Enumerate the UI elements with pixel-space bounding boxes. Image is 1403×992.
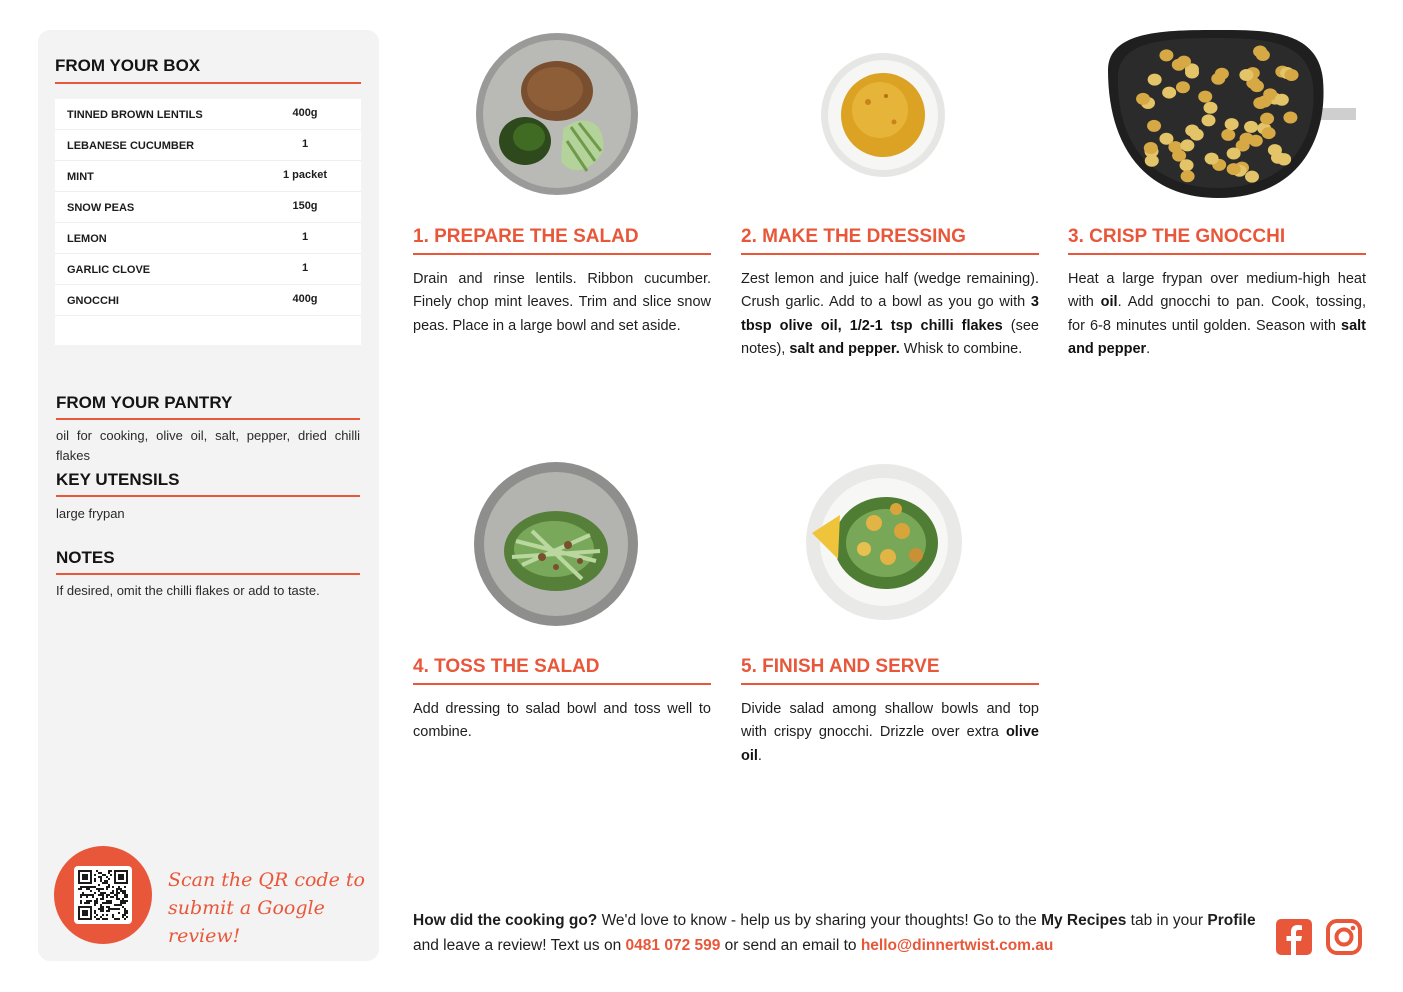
title-rule — [56, 495, 360, 497]
instruction-text: Heat a large frypan over medium-high heat with — [1068, 271, 1366, 311]
step-rule — [1068, 253, 1366, 255]
step-title: 4. TOSS THE SALAD — [413, 656, 600, 677]
step-title: 5. FINISH AND SERVE — [741, 656, 940, 677]
step-instructions — [1068, 268, 1366, 361]
feedback-footer — [413, 908, 1263, 958]
from-your-box-title: FROM YOUR BOX — [55, 56, 201, 75]
step-title: 1. PREPARE THE SALAD — [413, 226, 639, 247]
step-instructions — [741, 268, 1039, 361]
ingredient-row — [55, 254, 361, 285]
notes-title: NOTES — [56, 548, 115, 567]
ingredient-row — [55, 285, 361, 316]
facebook-icon[interactable] — [1275, 918, 1313, 956]
finished-dish-photo — [804, 463, 964, 621]
ingredient-row — [55, 99, 361, 130]
instagram-icon[interactable] — [1325, 918, 1363, 956]
emphasis-text: olive oil — [741, 724, 1039, 764]
emphasis-text: How did the cooking go? — [413, 912, 598, 929]
ingredient-quantity: 1 — [301, 138, 309, 150]
ingredient-row — [55, 192, 361, 223]
ingredient-row — [55, 223, 361, 254]
emphasis-text: salt and pepper — [1068, 317, 1366, 357]
ingredient-name: LEBANESE CUCUMBER — [67, 140, 195, 152]
step-instructions — [413, 268, 711, 338]
emphasis-text: salt and pepper. — [789, 340, 900, 357]
step-instructions — [413, 698, 711, 745]
title-rule — [55, 82, 361, 84]
instruction-text: . — [757, 747, 762, 764]
ingredient-row — [55, 130, 361, 161]
box-ingredients-table — [55, 99, 361, 345]
footer-text: We'd love to know - help us by sharing your thoughts! Go to the — [597, 912, 1042, 929]
scan-line-1: Scan the QR code to — [168, 869, 365, 891]
instruction-text: . Add gnocchi to pan. Cook, tossing, for 6-8 minutes until golden. Season with — [1068, 294, 1366, 334]
footer-text: and leave a review! Text us on — [413, 937, 626, 954]
step-rule — [741, 683, 1039, 685]
contact-link[interactable]: 0481 072 599 — [625, 937, 721, 954]
contact-link[interactable]: hello@dinnertwist.com.au — [860, 937, 1054, 954]
ingredient-quantity: 400g — [292, 293, 318, 305]
footer-text: or send an email to — [720, 937, 861, 954]
qr-badge[interactable] — [54, 846, 152, 944]
gnocchi-pan-photo — [1108, 30, 1356, 198]
step-title: 3. CRISP THE GNOCCHI — [1068, 226, 1286, 247]
tossed-salad-photo — [472, 461, 640, 627]
ingredient-name: SNOW PEAS — [67, 202, 135, 214]
utensils-title: KEY UTENSILS — [56, 470, 180, 489]
title-rule — [56, 573, 360, 575]
step-instructions — [741, 698, 1039, 768]
scan-qr-caption — [168, 866, 368, 950]
emphasis-text: My Recipes — [1041, 912, 1127, 929]
instruction-text: Divide salad among shallow bowls and top with crispy gnocchi. Drizzle over extra — [741, 701, 1039, 741]
step-title: 2. MAKE THE DRESSING — [741, 226, 966, 247]
ingredient-name: GARLIC CLOVE — [67, 264, 151, 276]
ingredient-name: MINT — [67, 171, 94, 183]
qr-code-icon[interactable] — [78, 870, 128, 920]
utensils-text: large frypan — [56, 506, 125, 521]
instruction-text: (see notes), — [741, 317, 1039, 357]
ingredient-name: GNOCCHI — [67, 295, 119, 307]
salad-prep-photo — [475, 31, 639, 197]
ingredient-row — [55, 161, 361, 192]
ingredient-name: TINNED BROWN LENTILS — [67, 109, 203, 121]
ingredient-quantity: 1 — [301, 262, 309, 274]
instruction-text: Whisk to combine. — [899, 340, 1023, 357]
ingredient-quantity: 400g — [292, 107, 318, 119]
step-rule — [741, 253, 1039, 255]
instruction-text: Zest lemon and juice half (wedge remaining). Crush garlic. Add to a bowl as you go with — [741, 271, 1039, 311]
ingredient-quantity: 150g — [292, 200, 318, 212]
notes-text: If desired, omit the chilli flakes or add to taste. — [56, 583, 320, 598]
footer-text: tab in your — [1126, 912, 1208, 929]
pantry-title: FROM YOUR PANTRY — [56, 393, 233, 412]
emphasis-text: oil — [1100, 294, 1118, 311]
pantry-text: oil for cooking, olive oil, salt, pepper, dried chilli flakes — [56, 428, 360, 463]
scan-line-2: submit a Google review! — [168, 897, 325, 947]
emphasis-text: 3 tbsp olive oil, 1/2-1 tsp chilli flakes — [741, 294, 1039, 334]
instruction-text: . — [1146, 340, 1151, 357]
dressing-photo — [820, 52, 946, 178]
emphasis-text: Profile — [1207, 912, 1256, 929]
ingredient-quantity: 1 — [301, 231, 309, 243]
step-rule — [413, 683, 711, 685]
instruction-text: Drain and rinse lentils. Ribbon cucumber. Finely chop mint leaves. Trim and slice snow peas. Place in a large bowl and set aside. — [413, 271, 711, 334]
ingredient-quantity: 1 packet — [282, 169, 328, 181]
title-rule — [56, 418, 360, 420]
ingredient-name: LEMON — [67, 233, 107, 245]
step-rule — [413, 253, 711, 255]
instruction-text: Add dressing to salad bowl and toss well to combine. — [413, 701, 711, 741]
